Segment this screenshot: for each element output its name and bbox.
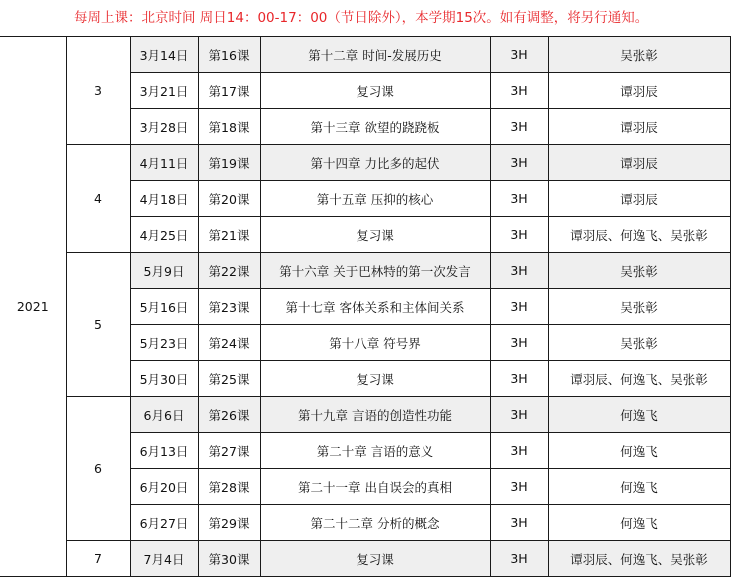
month-cell: 5: [66, 253, 130, 397]
topic-cell: 第二十二章 分析的概念: [260, 505, 490, 541]
lesson-cell: 第26课: [198, 397, 260, 433]
table-row: [0, 397, 730, 433]
month-cell: 4: [66, 145, 130, 253]
topic-cell: 复习课: [260, 73, 490, 109]
date-cell: 7月4日: [130, 541, 198, 577]
month-cell: 7: [66, 541, 130, 577]
month-cell: 6: [66, 397, 130, 541]
hours-cell: 3H: [490, 397, 548, 433]
date-cell: 5月23日: [130, 325, 198, 361]
hours-cell: 3H: [490, 361, 548, 397]
lesson-cell: 第29课: [198, 505, 260, 541]
teacher-cell: 谭羽辰: [548, 73, 730, 109]
topic-cell: 第十三章 欲望的跷跷板: [260, 109, 490, 145]
topic-cell: 第十九章 言语的创造性功能: [260, 397, 490, 433]
lesson-cell: 第20课: [198, 181, 260, 217]
date-cell: 5月16日: [130, 289, 198, 325]
topic-cell: 复习课: [260, 361, 490, 397]
teacher-cell: 谭羽辰: [548, 181, 730, 217]
hours-cell: 3H: [490, 505, 548, 541]
teacher-cell: 何逸飞: [548, 397, 730, 433]
date-cell: 6月27日: [130, 505, 198, 541]
topic-cell: 第十四章 力比多的起伏: [260, 145, 490, 181]
teacher-cell: 谭羽辰、何逸飞、吴张彰: [548, 217, 730, 253]
teacher-cell: 谭羽辰: [548, 109, 730, 145]
teacher-cell: 吴张彰: [548, 37, 730, 73]
hours-cell: 3H: [490, 145, 548, 181]
lesson-cell: 第19课: [198, 145, 260, 181]
date-cell: 3月28日: [130, 109, 198, 145]
lesson-cell: 第18课: [198, 109, 260, 145]
date-cell: 5月30日: [130, 361, 198, 397]
date-cell: 6月6日: [130, 397, 198, 433]
topic-cell: 第十二章 时间-发展历史: [260, 37, 490, 73]
lesson-cell: 第22课: [198, 253, 260, 289]
lesson-cell: 第17课: [198, 73, 260, 109]
date-cell: 4月25日: [130, 217, 198, 253]
lesson-cell: 第21课: [198, 217, 260, 253]
topic-cell: 复习课: [260, 217, 490, 253]
date-cell: 5月9日: [130, 253, 198, 289]
hours-cell: 3H: [490, 541, 548, 577]
hours-cell: 3H: [490, 469, 548, 505]
schedule-table: [0, 36, 731, 577]
teacher-cell: 何逸飞: [548, 505, 730, 541]
topic-cell: 第二十一章 出自误会的真相: [260, 469, 490, 505]
teacher-cell: 吴张彰: [548, 325, 730, 361]
lesson-cell: 第23课: [198, 289, 260, 325]
table-row: [0, 253, 730, 289]
schedule-notice: 每周上课：北京时间 周日14：00-17：00（节日除外），本学期15次。如有调整，将另行通知。: [74, 10, 649, 26]
date-cell: 4月11日: [130, 145, 198, 181]
lesson-cell: 第24课: [198, 325, 260, 361]
lesson-cell: 第27课: [198, 433, 260, 469]
hours-cell: 3H: [490, 181, 548, 217]
table-row: [0, 37, 730, 73]
teacher-cell: 谭羽辰: [548, 145, 730, 181]
table-row: [0, 541, 730, 577]
teacher-cell: 何逸飞: [548, 469, 730, 505]
topic-cell: 第二十章 言语的意义: [260, 433, 490, 469]
month-cell: 3: [66, 37, 130, 145]
topic-cell: 第十七章 客体关系和主体间关系: [260, 289, 490, 325]
hours-cell: 3H: [490, 289, 548, 325]
hours-cell: 3H: [490, 433, 548, 469]
date-cell: 3月21日: [130, 73, 198, 109]
lesson-cell: 第16课: [198, 37, 260, 73]
topic-cell: 第十八章 符号界: [260, 325, 490, 361]
lesson-cell: 第30课: [198, 541, 260, 577]
hours-cell: 3H: [490, 325, 548, 361]
hours-cell: 3H: [490, 253, 548, 289]
lesson-cell: 第28课: [198, 469, 260, 505]
table-row: [0, 145, 730, 181]
teacher-cell: 吴张彰: [548, 289, 730, 325]
hours-cell: 3H: [490, 73, 548, 109]
year-cell: 2021: [0, 37, 66, 577]
topic-cell: 第十六章 关于巴林特的第一次发言: [260, 253, 490, 289]
date-cell: 6月20日: [130, 469, 198, 505]
date-cell: 3月14日: [130, 37, 198, 73]
lesson-cell: 第25课: [198, 361, 260, 397]
teacher-cell: 谭羽辰、何逸飞、吴张彰: [548, 361, 730, 397]
topic-cell: 第十五章 压抑的核心: [260, 181, 490, 217]
hours-cell: 3H: [490, 109, 548, 145]
hours-cell: 3H: [490, 37, 548, 73]
teacher-cell: 谭羽辰、何逸飞、吴张彰: [548, 541, 730, 577]
schedule-body: [0, 37, 730, 577]
hours-cell: 3H: [490, 217, 548, 253]
topic-cell: 复习课: [260, 541, 490, 577]
teacher-cell: 何逸飞: [548, 433, 730, 469]
teacher-cell: 吴张彰: [548, 253, 730, 289]
date-cell: 4月18日: [130, 181, 198, 217]
date-cell: 6月13日: [130, 433, 198, 469]
